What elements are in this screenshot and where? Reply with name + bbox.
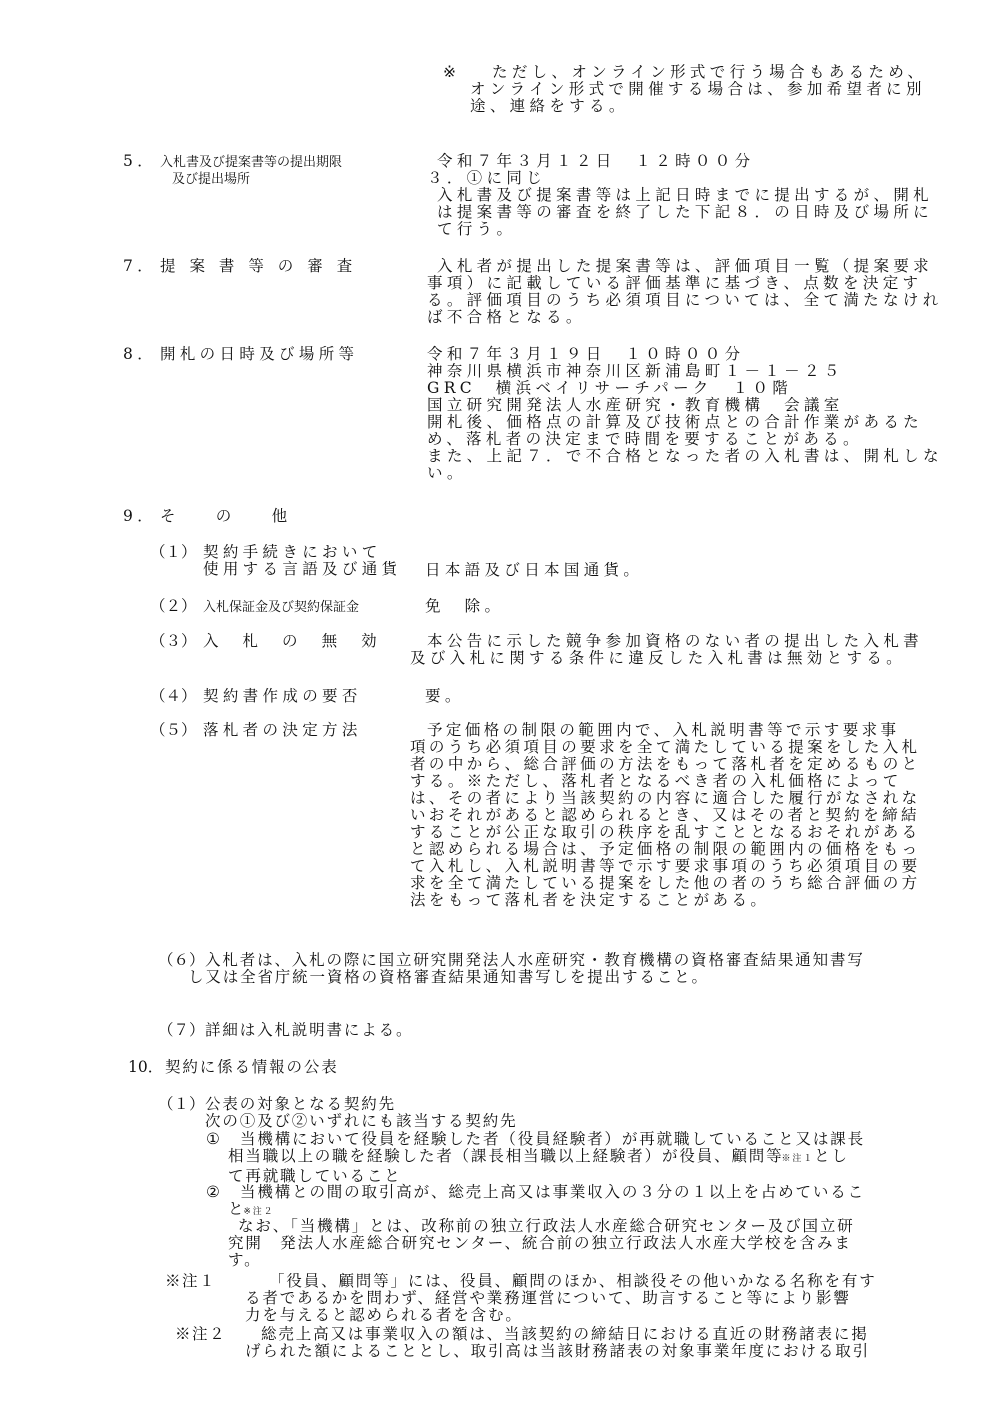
text-line: 開札後、価格点の計算及び技術点との合計作業があるた [427,413,924,431]
case-2-mark: ② [206,1183,220,1201]
item-9-6-number: （６） [158,951,205,969]
case-1-mark: ① [206,1130,220,1148]
text-line: 入札者が提出した提案書等は、評価項目一覧（提案要求 [437,257,934,275]
note-1-ref: ※注１ [781,1154,815,1164]
item-9-6-body [188,951,865,986]
text-line: 及び入札に関する条件に違反した入札書は無効とする。 [410,649,907,667]
section-7-body [427,258,943,326]
item-9-4-number: （４） [150,687,197,705]
text-line: 究開 発法人水産総合研究センター、統合前の独立行政法人水産大学校を含みま [228,1234,852,1252]
item-9-3-number: （３） [150,632,197,650]
item-10-1-number: （１） [158,1095,205,1113]
item-9-1-value: 日本語及び日本国通貨。 [425,561,644,579]
text-line: る。評価項目のうち必須項目については、全て満たなけれ [427,291,943,309]
note-2-body [245,1326,870,1360]
text-line: は、その者により当該契約の内容に適合した履行がなされな [410,789,921,807]
text-line: 契約手続きにおいて [203,543,382,561]
item-9-3-body [410,633,923,667]
note-1-body [245,1273,877,1324]
section-5-body [427,152,934,238]
text-line: 国立研究開発法人水産研究・教育機構 会議室 [427,396,844,414]
note-1-mark: ※注１ [165,1272,217,1290]
text-line: る者であるかを問わず、経営や業務運営について、助言すること等により影響 [245,1289,851,1307]
text-line: て行う。 [437,220,517,238]
text-line: す。 [228,1251,262,1269]
text-line: なお、「当機構」とは、改称前の独立行政法人水産総合研究センター及び国立研 [238,1217,855,1235]
case-2-body [228,1184,865,1221]
text-line: 総売上高又は事業収入の額は、当該契約の締結日における直近の財務諸表に掲 [261,1325,869,1343]
section-7-number: 7． [123,257,158,275]
item-9-4-label: 契約書作成の要否 [203,687,362,705]
section-8-body [427,346,943,482]
text-line: 事項）に記載している評価基準に基づき、点数を決定す [427,274,923,292]
item-9-2-value: 免 除。 [425,597,505,615]
text-line: 入札者は、入札の際に国立研究開発法人水産研究・教育機構の資格審査結果通知書写 [205,951,865,969]
section-5-number: 5． [123,152,158,170]
section-5-label [160,154,342,188]
text-line: 力を与えると認められる者を含む。 [245,1306,523,1324]
item-10-1-sub: 次の①及び②いずれにも該当する契約先 [205,1112,518,1130]
case-1-body [228,1131,865,1185]
text-line [228,1148,865,1168]
text-line: て入札し、入札説明書等で示す要求事項のうち必須項目の要 [410,857,921,875]
text-line: い。 [427,464,467,482]
item-9-1-number: （１） [150,543,197,561]
text-line: 当機構との間の取引高が、総売上高又は事業収入の３分の１以上を占めているこ [240,1183,865,1201]
text-line: 使用する言語及び通貨 [203,560,402,578]
text-line: 及び提出場所 [172,172,251,187]
item-9-7-text: 詳細は入札説明書による。 [205,1021,414,1039]
text-segment: とし [814,1147,849,1165]
section-8-number: 8． [123,345,158,363]
text-line: オンライン形式で開催する場合は、参加希望者に別 [470,80,926,98]
text-line: 令和７年３月１９日 １０時００分 [427,345,745,363]
text-segment: 相当職以上の職を経験した者（課長相当職以上経験者）が役員、顧問等 [228,1147,784,1165]
text-line: いおそれがあると認められるとき、又はその者と契約を締結 [410,806,920,824]
note-top-text [470,64,927,115]
text-line: 「役員、顧問等」には、役員、顧問のほか、相談役その他いかなる名称を有す [269,1272,877,1290]
text-line: ３．①に同じ [427,169,547,187]
item-9-2-number: （２） [150,597,197,615]
text-line: する。※ただし、落札者となるべき者の入札価格によって [410,772,902,790]
text-line: ただし、オンライン形式で行う場合もあるため、 [492,63,928,81]
text-line: め、落札者の決定まで時間を要することがある。 [427,430,863,448]
text-line: 法をもって落札者を決定することがある。 [410,891,770,909]
nao-paragraph [228,1218,855,1269]
text-line: は提案書等の審査を終了した下記８．の日時及び場所に [437,203,934,221]
text-line: 予定価格の制限の範囲内で、入札説明書等で示す要求事 [427,721,900,739]
text-line: ば不合格となる。 [427,308,586,326]
text-line: 令和７年３月１２日 １２時００分 [437,152,755,170]
item-10-1-title: 公表の対象となる契約先 [205,1095,396,1113]
section-7-label: 提案書等の審査 [160,257,367,275]
text-line: 途、連絡をする。 [470,97,629,115]
section-9-number: 9． [123,507,158,525]
text-line: GRC 横浜ベイリサーチパーク １０階 [427,379,793,397]
item-9-7-number: （７） [158,1021,205,1039]
note-top-mark: ※ [443,63,456,81]
text-line: げられた額によることとし、取引高は当該財務諸表の対象事業年度における取引 [245,1342,870,1360]
section-8-label: 開札の日時及び場所等 [160,345,359,363]
item-9-2-label: 入札保証金及び契約保証金 [203,600,360,615]
text-line: 入札書及び提案書等は上記日時までに提出するが、開札 [437,186,934,204]
section-10-label: 契約に係る情報の公表 [165,1058,339,1076]
item-9-5-number: （５） [150,721,197,739]
item-9-5-label: 落札者の決定方法 [203,721,362,739]
note-2-mark: ※注２ [175,1325,227,1343]
item-9-4-value: 要。 [425,687,465,705]
item-9-5-body [410,722,921,909]
section-10-number: 10． [128,1058,164,1076]
text-line: し又は全省庁統一資格の資格審査結果通知書写しを提出すること。 [188,968,709,986]
text-segment: と [228,1200,246,1218]
text-line: 者の中から、総合評価の方法をもって落札者を定めるものと [410,755,921,773]
text-line: 入札書及び提案書等の提出期限 [160,155,343,170]
item-9-3-label: 入札の無効 [203,632,401,650]
text-line: 項のうち必須項目の要求を全て満たしている提案をした入札 [410,738,921,756]
note-2-ref: ※注２ [243,1207,275,1217]
section-9-label: その他 [160,507,328,525]
text-line: 求を全て満たしている提案をした他の者のうち総合評価の方 [410,874,921,892]
text-line: 当機構において役員を経験した者（役員経験者）が再就職していること又は課長 [240,1130,865,1148]
text-line: することが公正な取引の秩序を乱すこととなるおそれがある [410,823,921,841]
item-9-1-label [203,544,401,578]
text-line: と認められる場合は、予定価格の制限の範囲内の価格をもっ [410,840,921,858]
text-line: て再就職していること [228,1167,402,1185]
text-line: また、上記７．で不合格となった者の入札書は、開札しな [427,447,943,465]
text-line: 神奈川県横浜市神奈川区新浦島町１－１－２５ [427,362,844,380]
text-line: 本公告に示した競争参加資格のない者の提出した入札書 [427,632,924,650]
